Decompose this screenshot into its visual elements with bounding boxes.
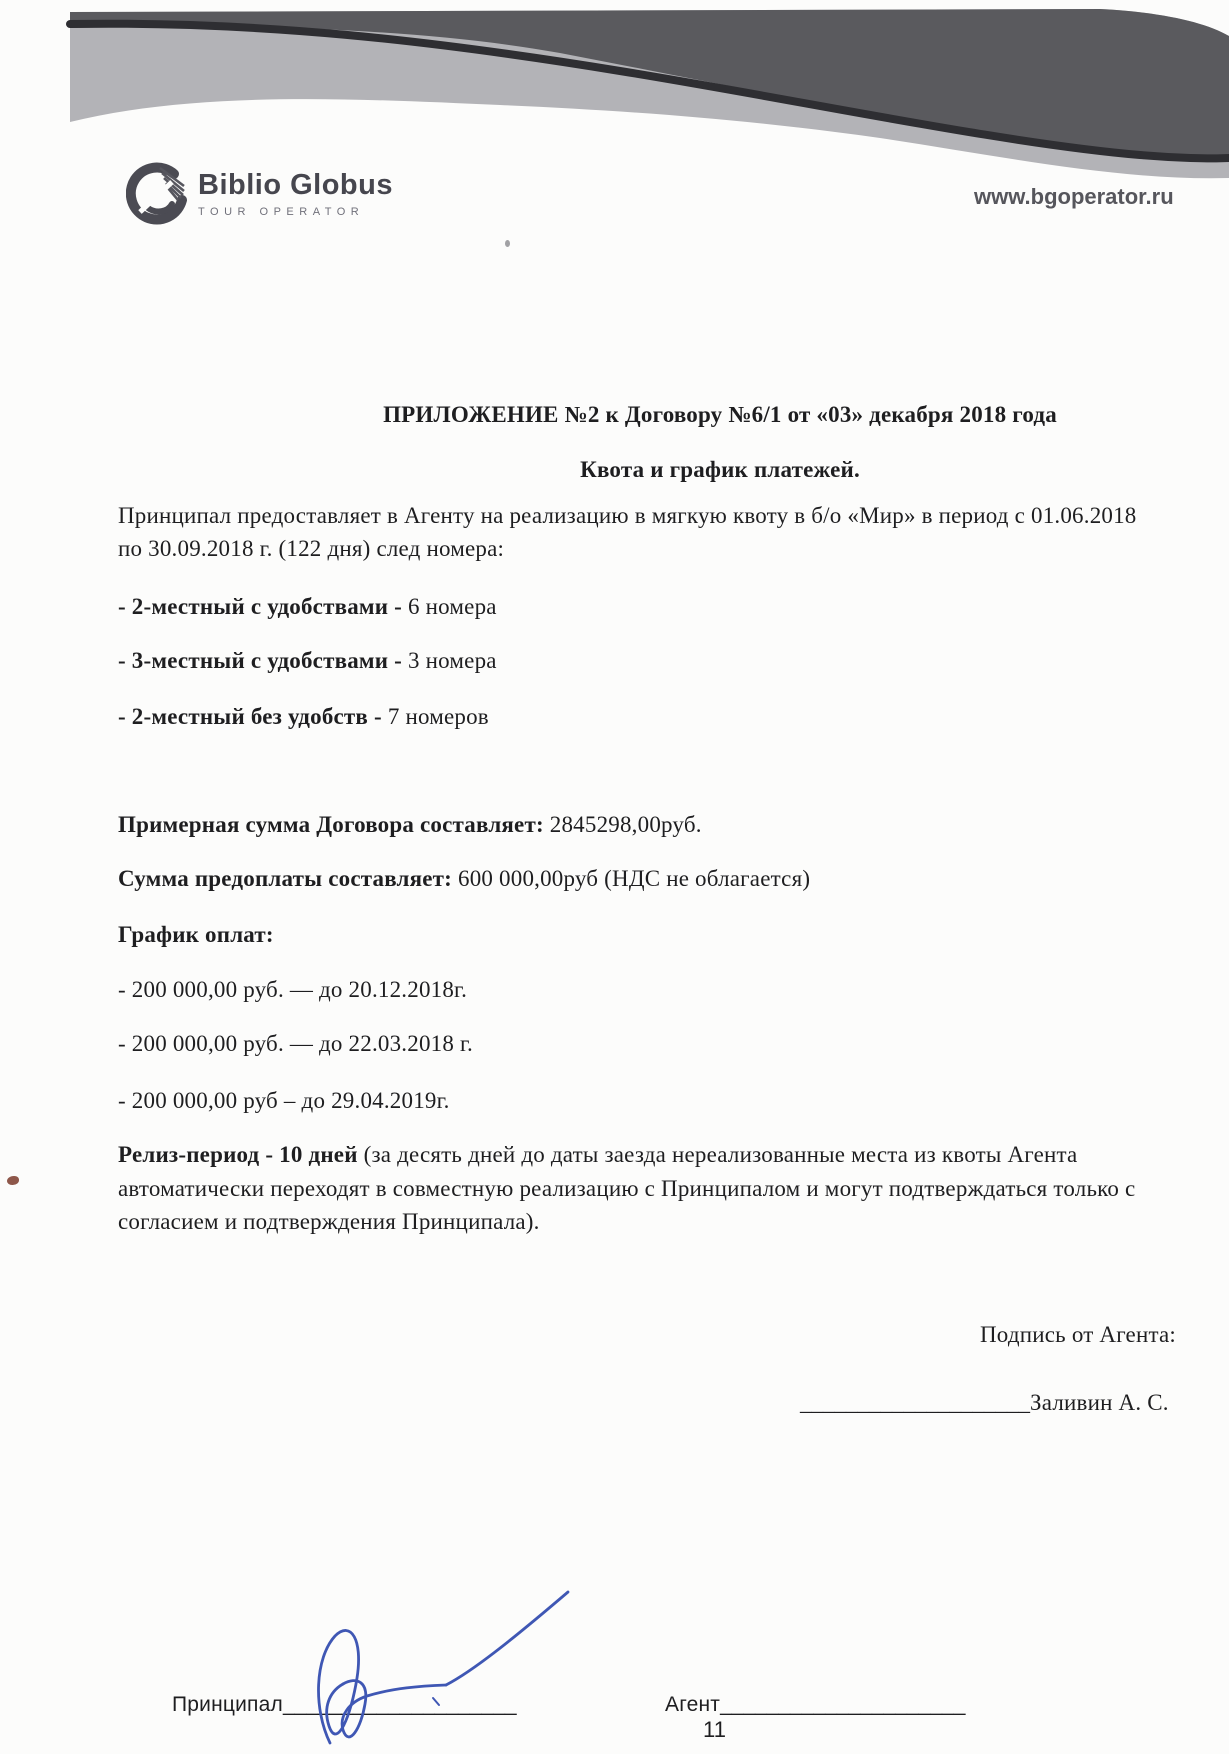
scan-speck	[7, 1176, 19, 1185]
prepayment-value: 600 000,00руб (НДС не облагается)	[458, 866, 811, 891]
intro-line-1: Принципал предоставляет в Агенту на реализацию в мягкую квоту в б/о «Мир» в период с 01.06.2018	[118, 503, 1137, 528]
release-label: Релиз-период - 10 дней	[118, 1142, 364, 1167]
quota-item-label: - 2-местный с удобствами -	[118, 594, 403, 619]
brand-tagline: TOUR OPERATOR	[198, 206, 365, 219]
prepayment-label: Сумма предоплаты составляет:	[118, 866, 453, 891]
agent-blank-line: _____________________	[720, 1693, 966, 1716]
contract-sum-line	[118, 812, 702, 838]
payment-line: - 200 000,00 руб – до 29.04.2019г.	[118, 1088, 450, 1113]
signature-blank-line: ____________________	[800, 1390, 1030, 1415]
principal-label: Принципал	[172, 1693, 283, 1716]
signature-row	[800, 1390, 1169, 1416]
schedule-heading: График оплат:	[118, 922, 274, 947]
biblio-globus-logo-icon	[126, 162, 188, 228]
payment-line: - 200 000,00 руб. — до 20.12.2018г.	[118, 977, 468, 1002]
page-number: 11	[703, 1717, 727, 1742]
release-line-3: согласием и подтверждения Принципала).	[118, 1209, 540, 1234]
release-line-1-rest: (за десять дней до даты заезда нереализованные места из квоты Агента	[363, 1142, 1078, 1167]
quota-item	[118, 648, 497, 674]
release-line-2: автоматически переходят в совместную реализацию с Принципалом и могут подтверждаться только с	[118, 1176, 1136, 1201]
signature-caption: Подпись от Агента:	[980, 1322, 1177, 1347]
quota-item	[118, 594, 497, 620]
page-subtitle: Квота и график платежей.	[580, 457, 860, 482]
intro-line-2: по 30.09.2018 г. (122 дня) след номера:	[118, 536, 505, 561]
agent-label: Агент	[665, 1693, 721, 1716]
contract-sum-label: Примерная сумма Договора составляет:	[118, 812, 544, 837]
quota-item	[118, 704, 489, 730]
website-url: www.bgoperator.ru	[974, 184, 1174, 209]
principal-blank-line: ____________________	[282, 1693, 517, 1716]
logo-group	[126, 162, 393, 228]
payment-line: - 200 000,00 руб. — до 22.03.2018 г.	[118, 1031, 473, 1056]
signature-name: Заливин А. С.	[1030, 1390, 1169, 1415]
quota-item-value: 6 номера	[408, 594, 497, 619]
prepayment-line	[118, 866, 810, 892]
quota-item-label: - 2-местный без удобств -	[118, 704, 382, 729]
quota-item-value: 3 номера	[408, 648, 497, 673]
handwritten-signature	[282, 1578, 585, 1754]
page-title: ПРИЛОЖЕНИЕ №2 к Договору №6/1 от «03» декабря 2018 года	[383, 402, 1057, 427]
quota-item-label: - 3-местный с удобствами -	[118, 648, 403, 673]
agent-row	[665, 1693, 965, 1717]
scan-speck	[505, 240, 510, 247]
contract-sum-value: 2845298,00руб.	[549, 812, 702, 837]
brand-name: Biblio Globus	[198, 169, 393, 201]
quota-item-value: 7 номеров	[387, 704, 489, 729]
